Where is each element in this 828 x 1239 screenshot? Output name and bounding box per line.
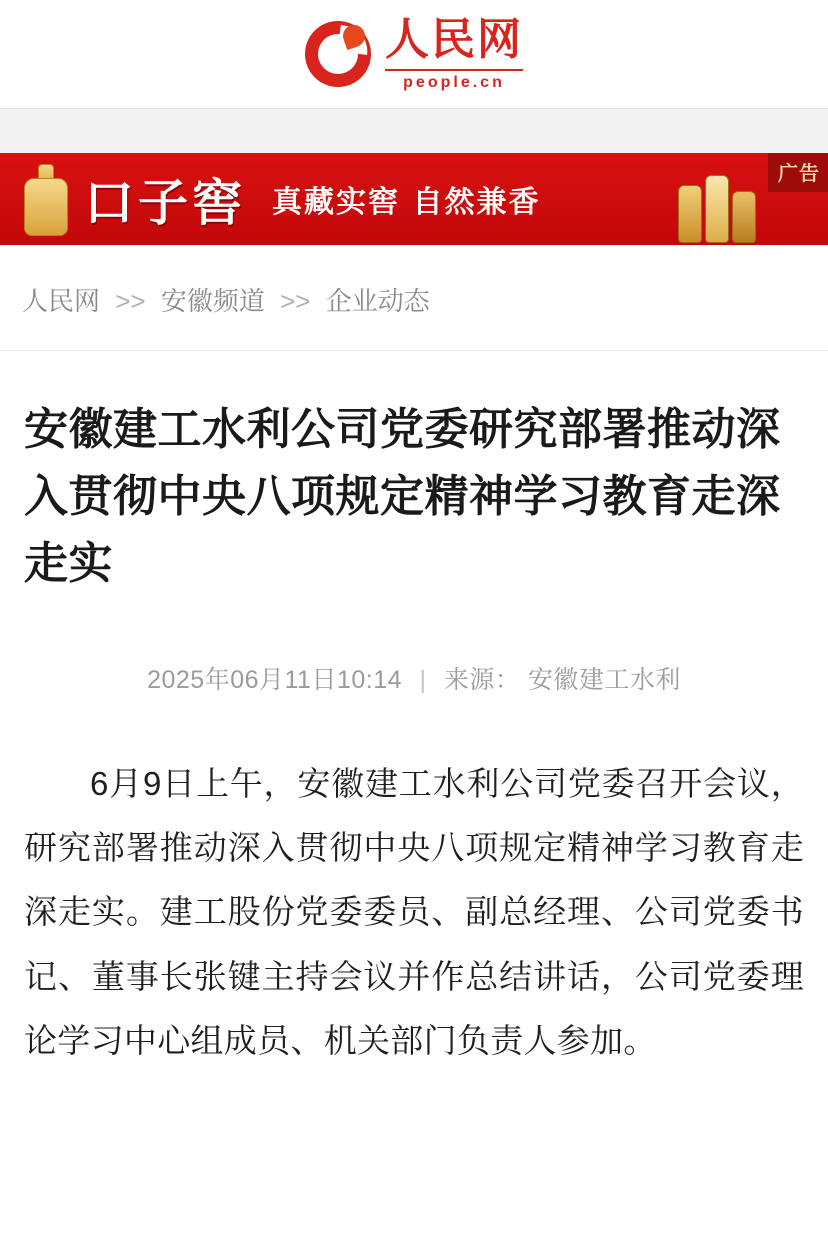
breadcrumb-item-channel[interactable]: 安徽频道	[160, 286, 265, 316]
article-meta	[24, 660, 804, 696]
logo-text	[385, 13, 523, 91]
article-paragraph: 6月9日上午，安徽建工水利公司党委召开会议，研究部署推动深入贯彻中央八项规定精神学习教育走深走实。建工股份党委委员、副总经理、公司党委书记、董事长张键主持会议并作总结讲话，公司党委理论学习中心组成员、机关部门负责人参加。	[24, 764, 804, 1059]
ad-brand-name: 口子窖	[84, 173, 246, 232]
site-logo[interactable]	[305, 13, 523, 91]
liquor-bottles-group-icon	[678, 175, 756, 243]
article-datetime: 2025年06月11日10:14	[147, 665, 403, 694]
ad-label-badge: 广告	[768, 153, 828, 192]
meta-divider: |	[419, 665, 427, 694]
breadcrumb	[0, 245, 828, 351]
ad-slogan: 真藏实窖 自然兼香	[272, 185, 541, 220]
logo-english-name: people.cn	[385, 69, 523, 91]
article-container	[0, 397, 828, 1073]
article-headline: 安徽建工水利公司党委研究部署推动深入贯彻中央八项规定精神学习教育走深走实	[24, 404, 781, 589]
people-cn-logo-icon	[305, 21, 371, 87]
advertisement-banner[interactable]	[0, 153, 828, 245]
article-source-name: 安徽建工水利	[527, 665, 681, 694]
breadcrumb-item-home[interactable]: 人民网	[22, 286, 101, 316]
logo-chinese-name: 人民网	[385, 13, 523, 65]
header-gap-strip	[0, 109, 828, 153]
breadcrumb-item-category[interactable]: 企业动态	[325, 286, 430, 316]
liquor-bottle-icon	[16, 162, 74, 236]
article-source-label: 来源：	[443, 665, 521, 694]
breadcrumb-separator: >>	[280, 286, 311, 316]
site-header	[0, 0, 828, 109]
breadcrumb-separator: >>	[115, 286, 146, 316]
